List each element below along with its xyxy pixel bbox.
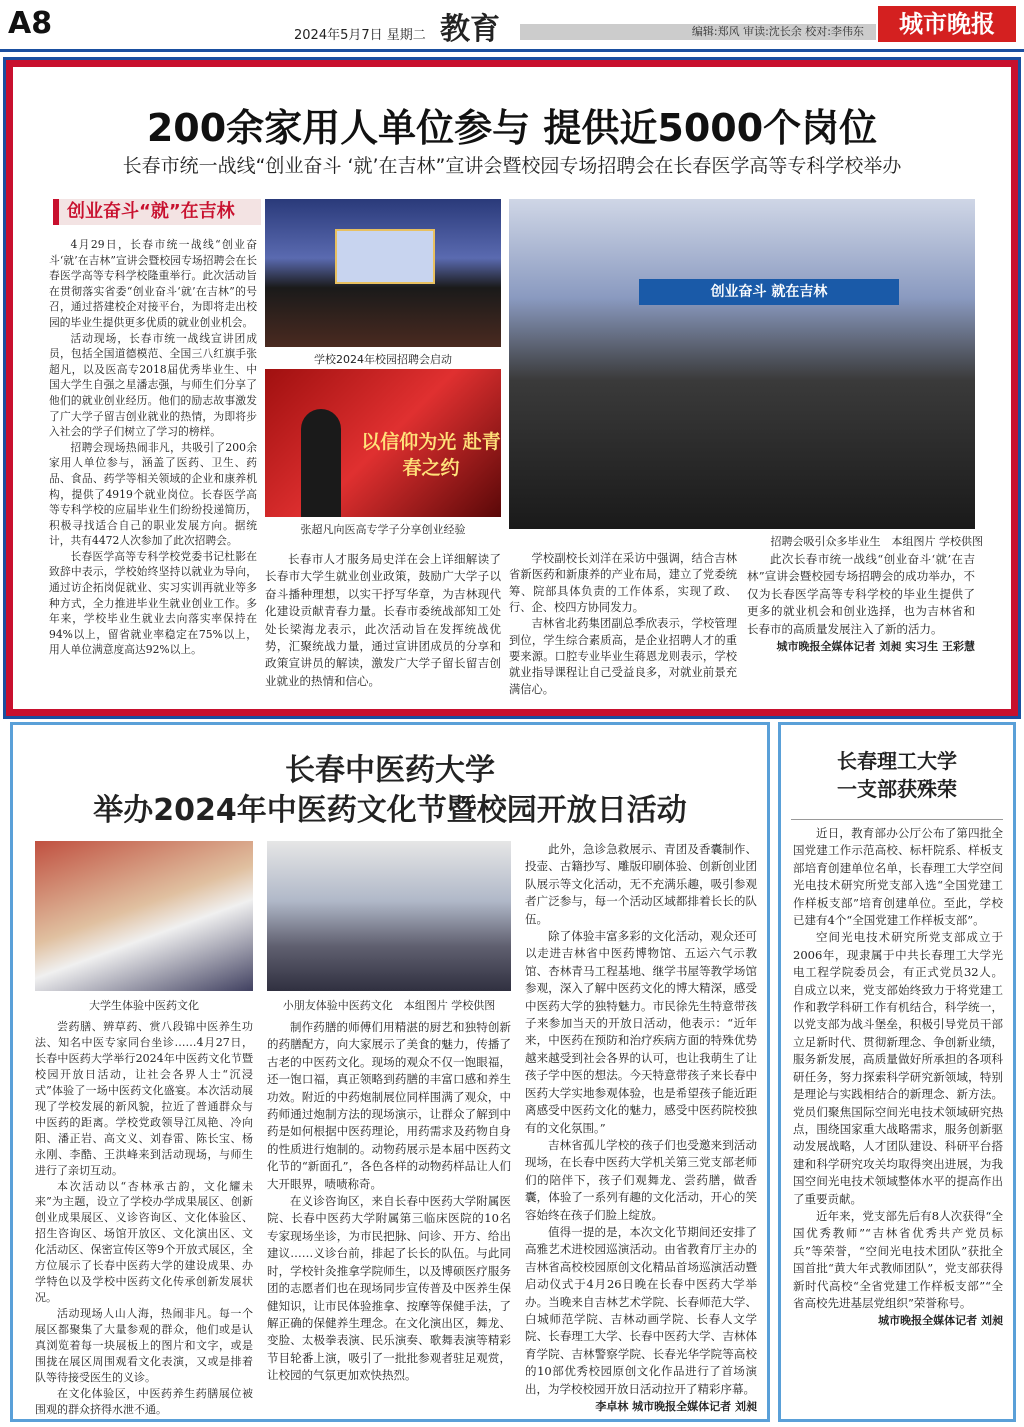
fair-banner: 创业奋斗 就在吉林 [639, 279, 899, 305]
headline-line-1: 长春中医药大学 [285, 753, 495, 788]
paragraph: 4月29日，长春市统一战线“创业奋斗‘就’在吉林”宣讲会暨校园专场招聘会在长春医学高等专科学校隆重举行。此次活动旨在贯彻落实省委“创业奋斗‘就’在吉林”的号召，通过搭建校企对接平台，为即将走出校园的毕业生提供更多优质的就业创业机会。 [49, 238, 257, 329]
paragraph: 近年来，党支部先后有8人次获得“全国优秀教师”“吉林省优秀共产党员标兵”等荣誉，“空间光电技术团队”获批全国首批“黄大年式教师团队”，党支部获得新时代高校“全省党建工作样板支部”“全省高校先进基层党组织”荣誉称号。 [793, 1208, 1003, 1310]
article-column-1 [49, 237, 257, 697]
photo-students-tcm [35, 841, 253, 991]
article-party-branch [778, 722, 1016, 1422]
article-column-1 [35, 1019, 253, 1419]
newspaper-logo: 城市晚报 [878, 6, 1016, 42]
paragraph: 长春市人才服务局史洋在会上详细解读了长春市大学生就业创业政策，鼓励广大学子以奋斗播种理想，以实干抒写华章，为吉林现代化建设贡献青春力量。长春市委统战部知工处处长梁海龙表示，此次活动旨在发挥统战优势，汇聚统战力量，通过宣讲团成员的分享和政策宣讲员的解读，激发广大学子留长留吉创业就业的热情和信心。 [265, 552, 501, 688]
photo-launch-ceremony [265, 199, 501, 347]
paragraph: 长春医学高等专科学校党委书记杜影在致辞中表示，学校始终坚持以就业为导向，通过访企拓岗促就业、实习实训再就业等多种方式，全力推进毕业生就业创业工作。多年来，学校毕业生就业去向落实率保持在94%以上，留省就业率稳定在75%以上，用人单位满意度高达92%以上。 [49, 549, 257, 657]
article-tcm-festival [10, 722, 770, 1422]
article-column-2 [265, 551, 501, 701]
paragraph: 空间光电技术研究所党支部成立于2006年，现隶属于中共长春理工大学光电工程学院委员会，有正式党员32人。自成立以来，党支部始终致力于将党建工作和教学科研工作有机结合，科学统一，以党支部为战斗堡垒，积极引导党员干部立足新时代、贯彻新理念、争创新业绩，服务新发展，高质量做好所承担的各项科研任务，努力探索科学研究新领域，特别是理论与实践相结合的新理念、新方法。党员们聚焦国际空间光电技术领域研究热点，围绕国家重大战略需求，服务创新驱动发展战略，人才团队建设、科研平台搭建和科学研究攻关均取得突出进展，为我国空间光电技术领域整体水平的提高作出了重要贡献。 [793, 930, 1003, 1206]
subheadline: 长春市统一战线“创业奋斗 ‘就’在吉林”宣讲会暨校园专场招聘会在长春医学高等专科学校举办 [122, 155, 902, 177]
headline [781, 747, 1013, 803]
paragraph: 除了体验丰富多彩的文化活动，观众还可以走进吉林省中医药博物馆、五运六气示教馆、杏林青马工程基地、继学书屋等教学场馆参观，深入了解中医药文化的博大精深，感受中医药大学的独特魅力。市民徐先生特意带孩子来参加当天的开放日活动，他表示：“近年来，中医药在预防和治疗疾病方面的特殊优势越来越受到社会各界的认可，也让我萌生了让孩子学中医的想法。今天特意带孩子来长春中医药大学实地参观体验，也是希望孩子能近距离感受中医药文化的魅力，感受中医药院校独有的文化氛围。” [525, 929, 757, 1135]
paragraph: 招聘会现场热闹非凡，共吸引了200余家用人单位参与，涵盖了医药、卫生、药品、食品、药学等相关领域的企业和康养机构，提供了4919个就业岗位。长春医学高等专科学校的应届毕业生们纷纷投递简历，积极寻找适合自己的职业发展方向。据统计，共有4472人次参加了此次招聘会。 [49, 440, 257, 548]
paragraph: 吉林省孤儿学校的孩子们也受邀来到活动现场，在长春中医药大学机关第三党支部老师们的陪伴下，孩子们观舞龙、尝药膳，做香囊，体验了一系列有趣的文化活动，开心的笑容始终在孩子们脸上绽放。 [525, 1137, 757, 1222]
paragraph: 活动现场，长春市统一战线宣讲团成员，包括全国道德模范、全国三八红旗手张超凡，以及医高专2018届优秀毕业生、中国大学生自强之星潘志强，与师生们分享了他们的就业创业经历。他们的励志故事激发了广大学子留吉创业就业的热情，为即将步入社会的学子们树立了学习的榜样。 [49, 331, 257, 439]
paragraph: 近日，教育部办公厅公布了第四批全国党建工作示范高校、标杆院系、样板支部培育创建单位名单，长春理工大学空间光电技术研究所党支部入选“全国党建工作样板支部”培育创建单位。至此，学校已建有4个“全国党建工作样板支部”。 [793, 826, 1003, 928]
divider [791, 819, 1003, 820]
paragraph: 制作药膳的师傅们用精湛的厨艺和独特创新的药膳配方，向大家展示了美食的魅力，传播了古老的中医药文化。现场的观众不仅一饱眼福，还一饱口福，真正领略到药膳的丰富口感和养生功效。附近的中药炮制展位同样围满了观众，中药师通过炮制方法的现场演示，让群众了解到中药是如何根据中医药理论，用药需求及药物自身的性质进行炮制的。动物药展示是本届中医药文化节的“新面孔”，各色各样的动物药样品让人们大开眼界，啧啧称奇。 [267, 1020, 511, 1191]
photo-caption: 张超凡向医高专学子分享创业经验 [300, 523, 466, 536]
page-header [0, 0, 1024, 52]
headline: 200余家用人单位参与 提供近5000个岗位 [146, 106, 878, 150]
article-recruitment [6, 60, 1018, 716]
banner-text: 以信仰为光 赴青春之约 [361, 431, 501, 479]
article-column-3 [525, 841, 757, 1419]
issue-date: 2024年5月7日 星期二 [294, 28, 426, 43]
headline-line-1: 长春理工大学 [837, 749, 957, 773]
stage-screen [335, 229, 435, 284]
photo-caption: 小朋友体验中医药文化 本组图片 学校供图 [282, 999, 496, 1012]
page-number: A8 [8, 6, 53, 41]
paragraph: 吉林省北药集团副总季欣表示，学校管理到位，学生综合素质高，是企业招聘人才的重要来源。口腔专业毕业生蒋恩龙则表示，学校就业指导课程让自己受益良多，对就业前景充满信心。 [509, 617, 737, 696]
section-title: 教育 [440, 12, 500, 47]
column-tag: 创业奋斗“就”在吉林 [53, 199, 261, 225]
headline-line-2: 举办2024年中医药文化节暨校园开放日活动 [93, 793, 687, 828]
paragraph: 此次长春市统一战线“创业奋斗‘就’在吉林”宣讲会暨校园专场招聘会的成功举办，不仅为长春医学高等专科学校的毕业生提供了更多的就业机会和创业选择，也为吉林省和长春市的高质量发展注入了新的活力。 [747, 552, 975, 636]
photo-speaker [265, 369, 501, 517]
paragraph: 值得一提的是，本次文化节期间还安排了高雅艺术进校园巡演活动。由省教育厅主办的吉林省高校校园原创文化精品首场巡演活动暨启动仪式于4月26日晚在长春中医药大学举办。当晚来自吉林艺术学院、长春师范大学、白城师范学院、吉林动画学院、长春人文学院、长春理工大学、长春中医药大学、吉林体育学院、吉林警察学院、长春光华学院等高校的10部优秀校园原创文化作品进行了首场演出，为学校校园开放日活动拉开了精彩序幕。 [525, 1224, 757, 1396]
article-column-4 [747, 551, 975, 701]
paragraph: 此外，急诊急救展示、青团及香囊制作、投壶、古籍抄写、雕版印刷体验、创新创业团队展示等文化活动，无不充满乐趣，吸引参观者广泛参与，每一个活动区域都排着长长的队伍。 [525, 842, 757, 926]
photo-caption: 大学生体验中医药文化 [89, 999, 199, 1012]
photo-caption: 学校2024年校园招聘会启动 [314, 353, 452, 366]
article-column-2 [267, 1019, 511, 1419]
paragraph: 活动现场人山人海，热闹非凡。每一个展区都聚集了大量参观的群众，他们或是认真浏览着每一块展板上的图片和文字，或是围拢在展区周围观看文化表演，又或是排着队等待接受医生的义诊。 [35, 1307, 253, 1384]
byline: 城市晚报全媒体记者 刘昶 [878, 1314, 1003, 1328]
article-body [793, 825, 1003, 1417]
paragraph: 在文化体验区，中医药养生药膳展位被围观的群众挤得水泄不通。 [35, 1386, 253, 1416]
paragraph: 尝药膳、辨草药、赏八段锦中医养生功法、知名中医专家同台坐诊……4月27日，长春中医药大学举行2024年中医药文化节暨校园开放日活动，让社会各界人士“沉浸式”体验了一场中医药文化盛宴。本次活动展现了学校发展的新风貌，拉近了普通群众与中医药的距离。学校党政领导江凤艳、冷向阳、潘正岩、高文义、刘春雷、陈长宝、杨永刚、李酷、王洪峰来到活动现场，与师生进行了亲切互动。 [35, 1020, 253, 1177]
byline: 城市晚报全媒体记者 刘昶 实习生 王彩慧 [776, 640, 975, 654]
photo-job-fair-crowd [509, 199, 975, 529]
paragraph: 本次活动以“杏林承古韵，文化耀未来”为主题，设立了学校办学成果展区、创新创业成果展区、义诊咨询区、文化体验区、招生咨询区、场馆开放区、文化演出区、文化活动区、保密宣传区等9个开放式展区，全方位展示了长春中医药大学的建设成果、办学特色以及学校中医药文化传承创新发展状况。 [35, 1179, 253, 1305]
article-column-3 [509, 551, 737, 701]
byline: 李卓林 城市晚报全媒体记者 刘昶 [595, 1400, 757, 1413]
photo-children-tcm [267, 841, 511, 991]
speaker-figure [301, 409, 341, 517]
paragraph: 在义诊咨询区，来自长春中医药大学附属医院、长春中医药大学附属第三临床医院的10名专家现场坐诊，为市民把脉、问诊、开方、给出建议……义诊台前，排起了长长的队伍。与此同时，学校针灸推拿学院师生，以及博硕医疗服务团的志愿者们也在现场同步宣传普及中医养生保健知识，让市民体验推拿、按摩等保健手法，了解正确的保健养生理念。在文化演出区，舞龙、变脸、太极拳表演、民乐演奏、歌舞表演等精彩节目轮番上演，吸引了一批批参观者驻足观赏，让校园的气氛更加欢快热烈。 [267, 1194, 511, 1383]
headline [13, 751, 767, 831]
headline-line-2: 一支部获殊荣 [837, 777, 957, 801]
photo-caption: 招聘会吸引众多毕业生 本组图片 学校供图 [770, 535, 983, 548]
paragraph: 学校副校长刘洋在采访中强调，结合吉林省新医药和新康养的产业布局，建立了党委统筹、院部具体负责的工作体系，实现了政、行、企、校四方协同发力。 [509, 552, 737, 614]
editor-credits: 编辑:郑风 审读:沈长余 校对:李伟东 [520, 24, 876, 40]
